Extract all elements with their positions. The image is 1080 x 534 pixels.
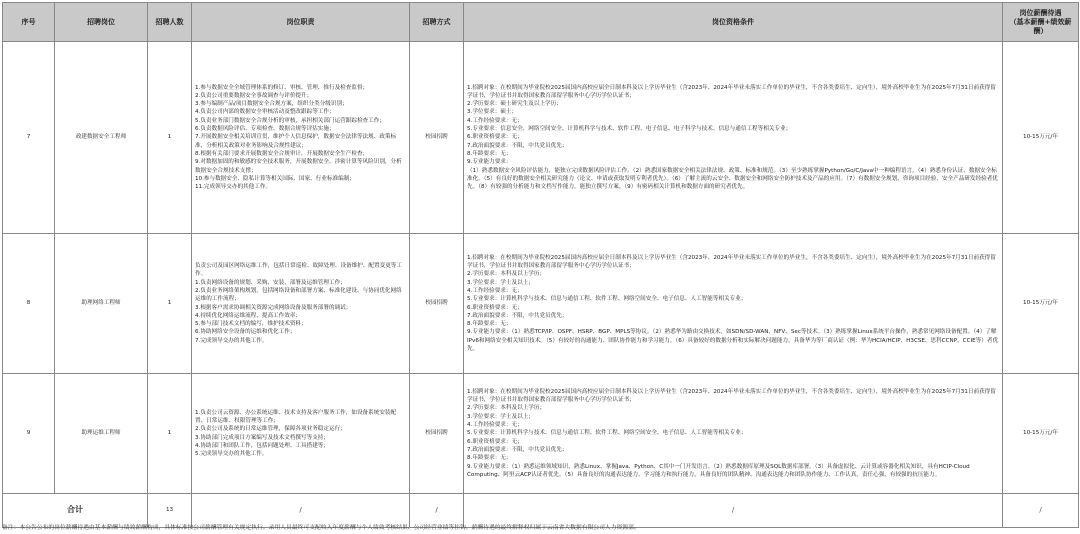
table-row <box>3 42 1079 234</box>
header-duties: 岗位职责 <box>192 3 410 42</box>
recruitment-table <box>2 2 1079 528</box>
row-position: 政建数据安全工程师 <box>55 42 148 234</box>
total-salary: / <box>1003 494 1079 528</box>
row-count: 1 <box>148 234 192 374</box>
row-duties: 1.负责公司云资源、办公系统运维、技术支持及客户服务工作，如设备系统安装配置、日常运维、权限管理等工作； 2.负责公司及系统的日常运维管理，保障各项业务稳定运行； 3.协助部门完成项目方案编写及技术文档撰写等支持； 4.协助部门和团队工作，包括问题处理、工具搭建等； 5.完成领导交办的其他工作。 <box>192 374 410 494</box>
footnote: 备注：本公告公布的岗位薪酬待遇由基本薪酬与绩效薪酬构成，具体标准按公司薪酬管理有关规定执行。录用人员最终可支配收入年度薪酬与个人绩效考核结果、公司经营业绩等挂钩。薪酬待遇的最终解释权归属于云南省大数据有限公司人力资源部。 <box>2 525 640 531</box>
header-requirements: 岗位资格条件 <box>464 3 1003 42</box>
total-duties: / <box>192 494 410 528</box>
row-requirements: 1.招聘对象：在校期间为毕业院校2025届国内高校应届全日制本科及以上学历毕业生（含2023年、2024年毕业未落实工作单位的毕业生，不含各类委培生、定向生），境外高校毕业生为在2025年7月31日前获得留学证书，学位证书并取得国家教育部留学服务中心学历学位认证书； 2.学历要求：硕士研究生及以上学历； 3.学位要求：硕士； 4.工作经验要求：无； 5.专业要求：信息安全、网络空间安全、计算机科学与技术、软件工程、电子信息、电子科学与技术、信息与通信工程等相关专业； 6.职业资格要求：无； 7.政治面貌要求：不限，中共党员优先； 8.年龄要求：无； 9.专业能力要求： （1）熟悉数据安全风险评估能力，能独立完成数据风险评估工作。（2）熟悉国家数据安全相关法律法规、政策、标准和规范。（3）至少熟练掌握Python/Go/C/Java中一种编程语言。（4）熟悉身份认证、数据安全标准化。（5）有良好的数据安全相关研究能力（论文、申请或获取发明专利者优先）。（6）了解主流的云安全、数据安全和网络安全防护技术及产品的应用。（7）有数据安全规划、咨询项目经验，安全产品研发经验者优先。（8）有较强的分析能力和文档写作能力，能独立撰写方案。（9）有密码相关计算机和数据方面的研究者优先。 <box>464 42 1003 234</box>
row-method: 校园招聘 <box>410 234 464 374</box>
table-row <box>3 234 1079 374</box>
row-requirements: 1.招聘对象：在校期间为毕业院校2025届国内高校应届全日制本科及以上学历毕业生（含2023年、2024年毕业未落实工作单位的毕业生，不含各类委培生、定向生），境外高校毕业生为在2025年7月31日前获得留学证书，学位证书并取得国家教育部留学服务中心学历学位认证书； 2.学历要求：本科及以上学历； 3.学位要求：学士及以上； 4.工作经验要求：无； 5.专业要求：计算机科学与技术、信息与通信工程、软件工程、网络空间安全、电子信息、人工智能等相关专业； 6.职业资格要求：无； 7.政治面貌要求：不限，中共党员优先； 8.年龄要求：无； 9.专业能力要求：（1）熟悉运维领域知识，熟悉Linux、掌握Java、Python、C其中一门开发语言。（2）熟悉数据库原理及SQL数据库部署。（3）具备虚拟化、云计算或容器化相关知识，具有HCIP-Cloud Computing、阿里云ACP认证者优先。（5）具备良好的沟通表达能力、学习能力和执行能力，具备良好的团队精神、沟通表达能力和团队协作能力、工作认真，责任心强，有较强的抗压能力。 <box>464 374 1003 494</box>
header-salary: 岗位薪酬待遇 （基本薪酬+绩效薪酬） <box>1003 3 1079 42</box>
row-position: 助理网络工程师 <box>55 234 148 374</box>
table-row <box>3 374 1079 494</box>
row-count: 1 <box>148 374 192 494</box>
row-seq: 7 <box>3 42 55 234</box>
header-method: 招聘方式 <box>410 3 464 42</box>
row-position: 助理运维工程师 <box>55 374 148 494</box>
row-count: 1 <box>148 42 192 234</box>
row-salary: 10-15万元/年 <box>1003 374 1079 494</box>
row-salary: 10-15万元/年 <box>1003 42 1079 234</box>
header-seq: 序号 <box>3 3 55 42</box>
header-row <box>3 3 1079 42</box>
header-position: 招聘岗位 <box>55 3 148 42</box>
total-row <box>3 494 1079 528</box>
row-salary: 10-15万元/年 <box>1003 234 1079 374</box>
total-method: / <box>410 494 464 528</box>
total-requirements: / <box>464 494 1003 528</box>
header-count: 招聘人数 <box>148 3 192 42</box>
row-method: 校园招聘 <box>410 42 464 234</box>
row-seq: 8 <box>3 234 55 374</box>
row-requirements: 1.招聘对象：在校期间为毕业院校2025届国内高校应届全日制本科及以上学历毕业生（含2023年、2024年毕业未落实工作单位的毕业生，不含各类委培生、定向生），境外高校毕业生为在2025年7月31日前获得留学证书，学位证书并取得国家教育部留学服务中心学历学位认证书； 2.学历要求：本科及以上学历； 3.学位要求：学士及以上； 4.工作经验要求：无； 5.专业要求：计算机科学与技术、信息与通信工程、软件工程、网络空间安全、电子信息、人工智能等相关专业； 6.职业资格要求：无； 7.政治面貌要求：不限，中共党员优先； 8.年龄要求：无； 9.专业能力要求：（1）熟悉TCP/IP、OSPF、HSRP、BGP、MPLS等协议。（2）熟悉华为路由交换技术，如SDN/SD-WAN、NFV、Sec等技术。（3）熟练掌握Linux系统平台操作，熟悉常见网络设备配置。（4）了解IPv6和网络安全相关知识技术。（5）有较好的沟通能力、团队协作能力和学习能力。（6）具备较好的数据分析和实际解决问题能力，具备华为等厂商认证（例：华为HCIA/HCIP、H3CSE、思科CCNP、CCIE等）者优先。 <box>464 234 1003 374</box>
row-duties: 负责公司及园区网络运维工作，包括日常巡检、故障处理、设备维护、配置变更等工作。 1.负责网络设备的规划、采购、安装、部署及运维管理工作； 2.负责业务网络架构规划，包括网络设备和部署方案、标准化建设、与协同优化网络运维的工作流程； 3.根据客户需求协调相关资源完成网络设备及服务部署的调试； 4.持续优化网络运维流程，提高工作效率； 5.参与部门技术文档的编写，维护技术资料； 6.协助网络安全设备的运维和优化工作； 7.完成领导交办的其他工作。 <box>192 234 410 374</box>
row-duties: 1.参与数据安全全域管理体系的修订、审核、管理、推行及检查监督； 2.负责公司重要数据安全事故调查与评价提升； 3.参与编制产品/项目数据安全合规方案，组织分类分级识别； 4.负责公司内部的数据安全审核活动及整改跟踪等工作； 5.负责业务部门数据安全合规分析的审核，承担相关部门运营跟踪检查工作； 6.负责数据风险评估、专项检查、数据合规等评估实施； 7.开展数据安全相关培训宣贯，维护个人信息保护，数据安全法律等法规、政策标准，分析相关政策对业务影响及合规性建议； 8.根据有关部门要求开展数据安全合规审计，开展数据安全生产检查； 9.对数据加固的和敏感的安全技术服务，开展数据安全、涉密计算等风险识别，分析数据安全合规技术支撑； 10.参与数据安全、隐私计算等相关国际、国家、行业标准编制； 11.完成领导交办的其他工作。 <box>192 42 410 234</box>
total-count: 13 <box>148 494 192 528</box>
total-label: 合计 <box>3 494 148 528</box>
row-seq: 9 <box>3 374 55 494</box>
row-method: 校园招聘 <box>410 374 464 494</box>
